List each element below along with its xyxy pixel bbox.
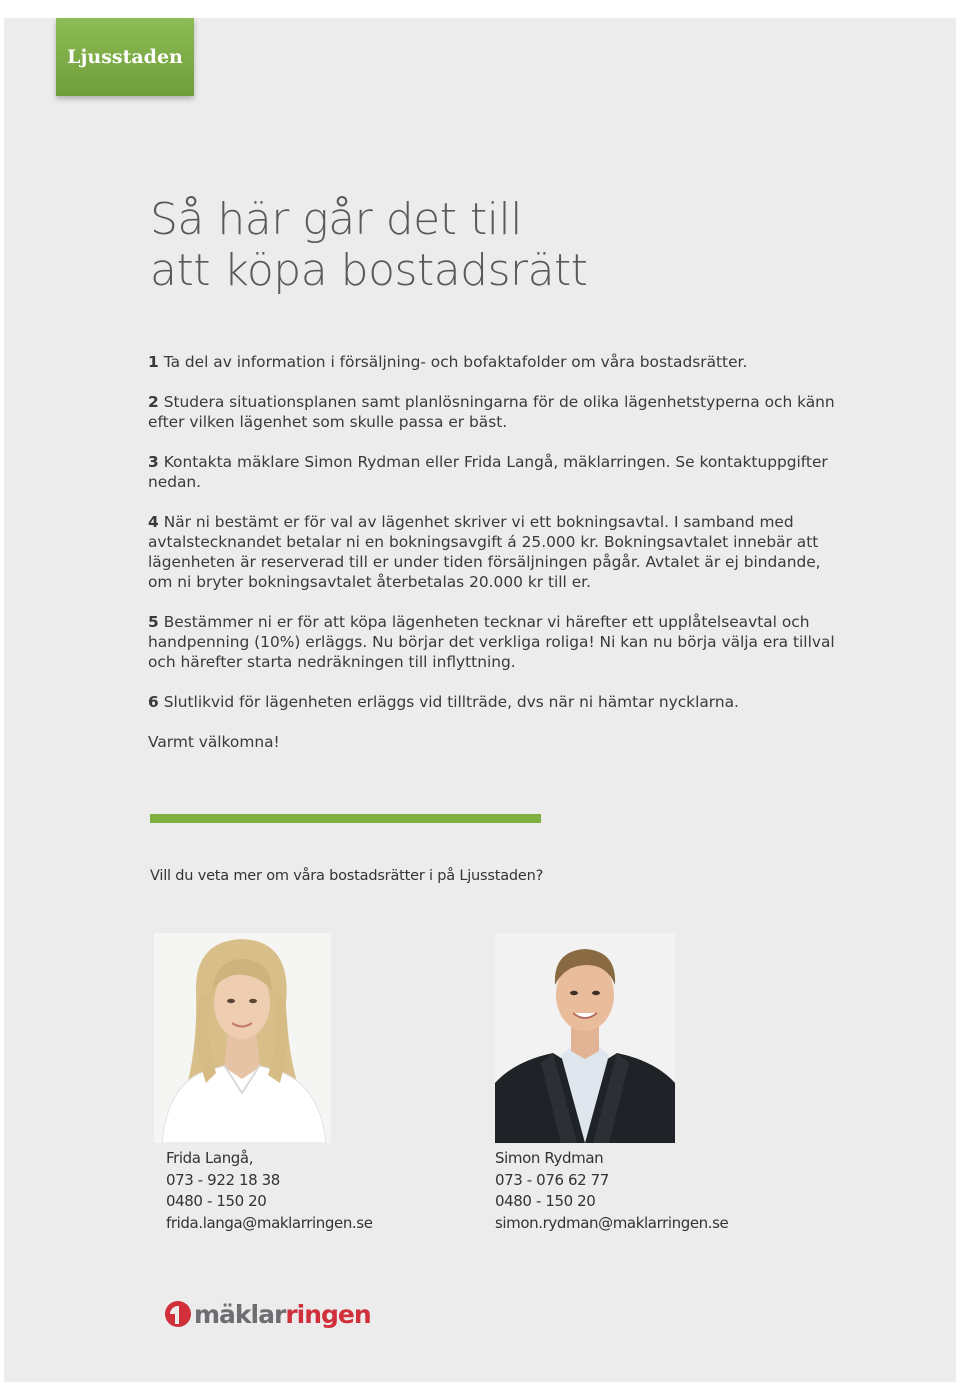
step-3 <box>148 452 838 492</box>
contact-email[interactable]: frida.langa@maklarringen.se <box>166 1213 373 1232</box>
frida-portrait <box>154 933 331 1143</box>
contact-frida <box>166 1148 373 1234</box>
step-text: Studera situationsplanen samt planlösningarna för de olika lägenhetstyperna och känn efter vilken lägenhet som skulle passa er bäst. <box>148 393 835 431</box>
contact-question: Vill du veta mer om våra bostadsrätter i på Ljusstaden? <box>150 868 544 884</box>
step-6 <box>148 692 838 712</box>
steps-list <box>148 352 838 752</box>
step-4 <box>148 512 838 592</box>
contact-mobile[interactable]: 073 - 922 18 38 <box>166 1170 280 1189</box>
contact-simon <box>495 1148 728 1234</box>
maklarringen-logo <box>164 1298 371 1330</box>
logo-part-2: ringen <box>285 1299 371 1329</box>
contact-name: Simon Rydman <box>495 1149 604 1167</box>
contact-phone[interactable]: 0480 - 150 20 <box>166 1192 267 1210</box>
green-divider <box>150 814 541 823</box>
title-line-1: Så här går det till <box>150 194 522 245</box>
contact-mobile[interactable]: 073 - 076 62 77 <box>495 1170 609 1189</box>
step-text: Slutlikvid för lägenheten erläggs vid tillträde, dvs när ni hämtar nycklarna. <box>163 693 739 711</box>
simon-portrait <box>495 933 675 1143</box>
step-number: 3 <box>148 453 159 471</box>
step-number: 4 <box>148 513 159 531</box>
step-number: 6 <box>148 693 159 711</box>
step-2 <box>148 392 838 432</box>
logo-wordmark <box>194 1300 371 1329</box>
step-text: När ni bestämt er för val av lägenhet skriver vi ett bokningsavtal. I samband med avtalstecknandet betalar ni en bokningsavgift á 25.000 kr. Bokningsavtalet innebär att lägenheten är reserverad till er under tiden försäljningen pågår. Avtalet är ej bindande, om ni bryter bokningsavtalet återbetalas 20.000 kr till er. <box>148 513 821 591</box>
step-number: 1 <box>148 353 159 371</box>
step-text: Kontakta mäklare Simon Rydman eller Frida Langå, mäklarringen. Se kontaktuppgifter nedan. <box>148 453 828 491</box>
contact-name: Frida Langå, <box>166 1149 254 1167</box>
maklarringen-logo-icon <box>164 1300 192 1328</box>
logo-part-1: mäklar <box>194 1299 286 1329</box>
step-number: 2 <box>148 393 159 411</box>
step-text: Bestämmer ni er för att köpa lägenheten tecknar vi härefter ett upplåtelseavtal och handpenning (10%) erläggs. Nu börjar det verkliga roliga! Ni kan nu börja välja era tillval och härefter starta nedräkningen till inflyttning. <box>148 613 835 671</box>
page-title <box>150 194 588 296</box>
contact-phone[interactable]: 0480 - 150 20 <box>495 1192 596 1210</box>
step-1 <box>148 352 838 372</box>
step-number: 5 <box>148 613 159 631</box>
tab-label: Ljusstaden <box>67 46 183 68</box>
step-5 <box>148 612 838 672</box>
closing-text: Varmt välkomna! <box>148 733 280 751</box>
step-text: Ta del av information i försäljning- och bofaktafolder om våra bostadsrätter. <box>163 353 748 371</box>
title-line-2: att köpa bostadsrätt <box>150 245 588 296</box>
contact-email[interactable]: simon.rydman@maklarringen.se <box>495 1213 729 1232</box>
ljusstaden-tab <box>56 18 194 96</box>
document-page <box>4 18 956 1382</box>
